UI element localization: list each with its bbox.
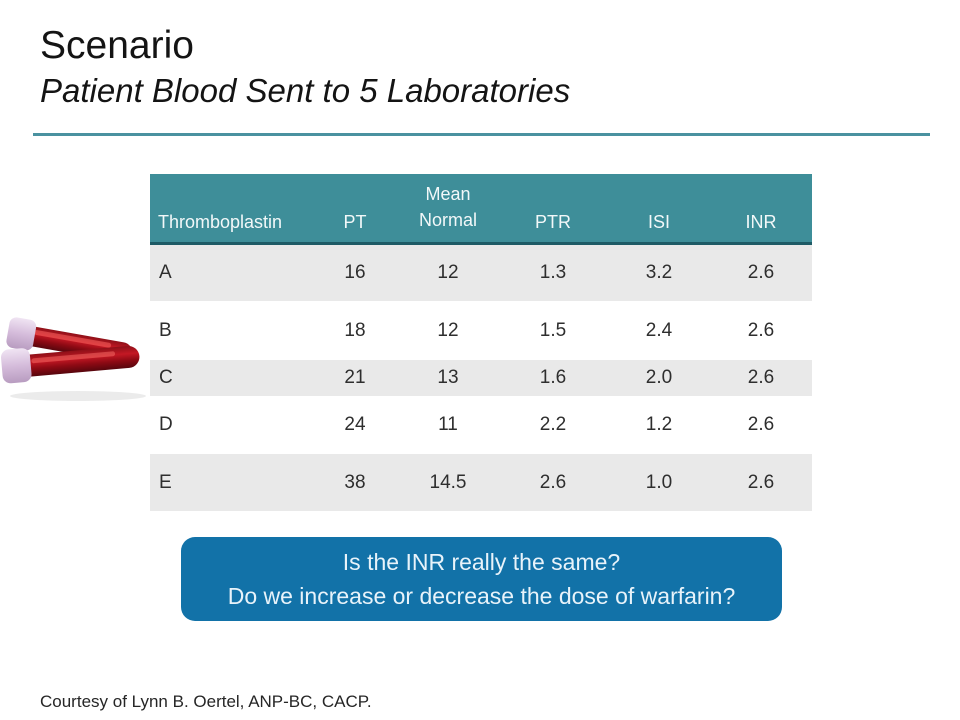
lab-results-table	[150, 174, 812, 511]
page-title: Scenario	[40, 24, 194, 67]
col-header-isi: ISI	[608, 174, 710, 244]
page-subtitle: Patient Blood Sent to 5 Laboratories	[40, 71, 571, 109]
callout-line-2: Do we increase or decrease the dose of warfarin?	[227, 583, 736, 609]
col-header-pt: PT	[312, 174, 398, 244]
blood-tubes-image	[0, 303, 158, 405]
table-row-b: B 18 12 1.5 2.4 2.6	[150, 301, 812, 360]
callout-line-1: Is the INR really the same?	[342, 549, 621, 575]
col-header-mean-normal: Mean Normal	[398, 174, 498, 244]
col-header-inr: INR	[710, 174, 812, 244]
title-divider-line	[33, 133, 930, 136]
table-row-d: D 24 11 2.2 1.2 2.6	[150, 396, 812, 454]
table-row-a: A 16 12 1.3 3.2 2.6	[150, 244, 812, 302]
table-row-e: E 38 14.5 2.6 1.0 2.6	[150, 454, 812, 511]
table-header-row	[150, 174, 812, 244]
col-header-thromboplastin: Thromboplastin	[150, 174, 312, 244]
courtesy-footer: Courtesy of Lynn B. Oertel, ANP-BC, CACP.	[40, 692, 372, 711]
question-callout-box	[181, 537, 782, 621]
table-row-c: C 21 13 1.6 2.0 2.6	[150, 360, 812, 396]
title-block	[40, 24, 570, 110]
col-header-ptr: PTR	[498, 174, 608, 244]
